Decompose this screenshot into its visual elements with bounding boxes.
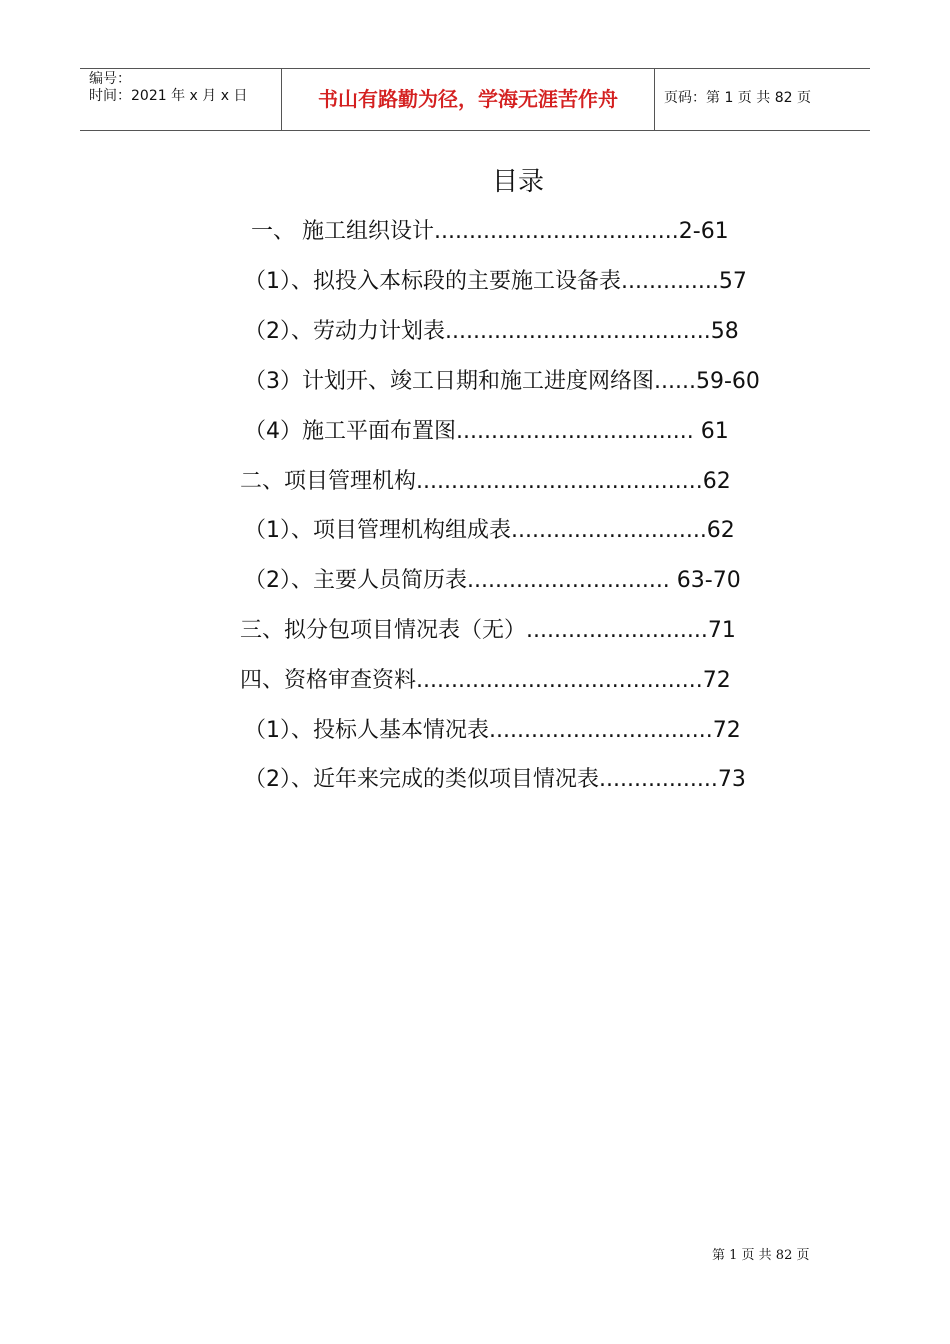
document-number-label: 编号： — [89, 71, 131, 87]
header-page-info: 页码：第 1 页 共 82 页 — [664, 90, 811, 106]
toc-entry: 二、项目管理机构.........................................62 — [240, 469, 731, 494]
toc-title: 目录 — [491, 167, 544, 197]
toc-entry: （4）施工平面布置图.................................. 61 — [244, 419, 729, 444]
toc-entry: （2）、近年来完成的类似项目情况表.................73 — [244, 767, 746, 792]
header-motto-cell — [282, 69, 655, 130]
header-motto: 书山有路勤为径，学海无涯苦作舟 — [318, 87, 618, 111]
toc-entry: （1）、项目管理机构组成表............................62 — [244, 518, 735, 543]
header-page-cell — [655, 69, 870, 130]
toc-entry: （2）、主要人员简历表............................. 63-70 — [244, 568, 741, 593]
toc-entry: （1）、拟投入本标段的主要施工设备表..............57 — [244, 269, 747, 294]
toc-entry: 一、 施工组织设计...................................2-61 — [251, 219, 729, 244]
toc-entry: （2）、劳动力计划表......................................58 — [244, 319, 739, 344]
toc-entry: 四、资格审查资料.........................................72 — [240, 668, 731, 693]
toc-entry: （3）计划开、竣工日期和施工进度网络图......59-60 — [244, 369, 760, 394]
document-date-label: 时间：2021 年 x 月 x 日 — [89, 88, 248, 104]
header-meta-cell — [80, 69, 282, 130]
toc-entry: 三、拟分包项目情况表（无）..........................71 — [240, 618, 736, 643]
document-header — [80, 68, 870, 131]
toc-entry: （1）、投标人基本情况表................................72 — [244, 718, 741, 743]
footer-page-info: 第 1 页 共 82 页 — [712, 1248, 810, 1263]
